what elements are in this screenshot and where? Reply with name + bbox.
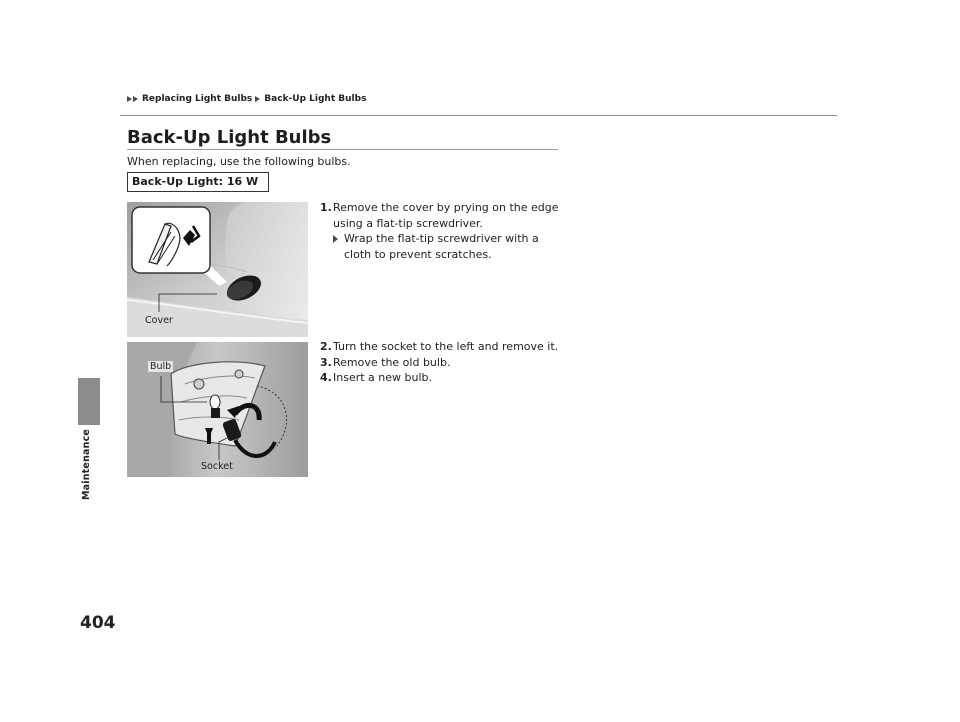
bulb-callout: Bulb	[150, 361, 172, 372]
cover-removal-illustration	[127, 202, 308, 337]
socket-callout: Socket	[201, 461, 233, 472]
header-divider	[120, 115, 837, 116]
step-text: Remove the old bulb.	[333, 355, 451, 369]
title-divider	[127, 149, 558, 150]
step-item	[320, 200, 560, 231]
section-label: Maintenance	[81, 428, 92, 500]
step-item	[320, 370, 560, 386]
double-arrow-icon	[127, 96, 139, 102]
step-number: 1.	[320, 201, 332, 214]
step-note-text: Wrap the flat-tip screwdriver with a cloth to prevent scratches.	[344, 232, 539, 261]
step-number: 3.	[320, 355, 332, 369]
note-arrow-icon	[333, 235, 338, 243]
step-number: 2.	[320, 340, 332, 353]
step-note	[320, 231, 560, 262]
breadcrumb	[127, 94, 366, 104]
bulb-spec-box: Back-Up Light: 16 W	[127, 172, 269, 192]
socket-removal-illustration	[127, 342, 308, 477]
step-number: 4.	[320, 371, 332, 384]
page-number: 404	[80, 613, 116, 633]
steps-part-one	[320, 200, 560, 262]
arrow-icon	[255, 96, 261, 102]
intro-text: When replacing, use the following bulbs.	[127, 155, 351, 168]
step-text: Remove the cover by prying on the edge using a flat-tip screwdriver.	[333, 201, 559, 230]
section-tab-marker	[78, 378, 100, 425]
step-text: Turn the socket to the left and remove it.	[333, 340, 559, 353]
breadcrumb-item-back-up-light-bulbs[interactable]: Back-Up Light Bulbs	[264, 94, 367, 104]
step-text: Insert a new bulb.	[333, 371, 433, 384]
step-item	[320, 339, 560, 355]
steps-part-two	[320, 339, 560, 386]
cover-callout: Cover	[145, 315, 173, 326]
page-title: Back-Up Light Bulbs	[127, 127, 332, 148]
breadcrumb-item-replacing-light-bulbs[interactable]: Replacing Light Bulbs	[142, 94, 253, 104]
step-item	[320, 355, 560, 371]
